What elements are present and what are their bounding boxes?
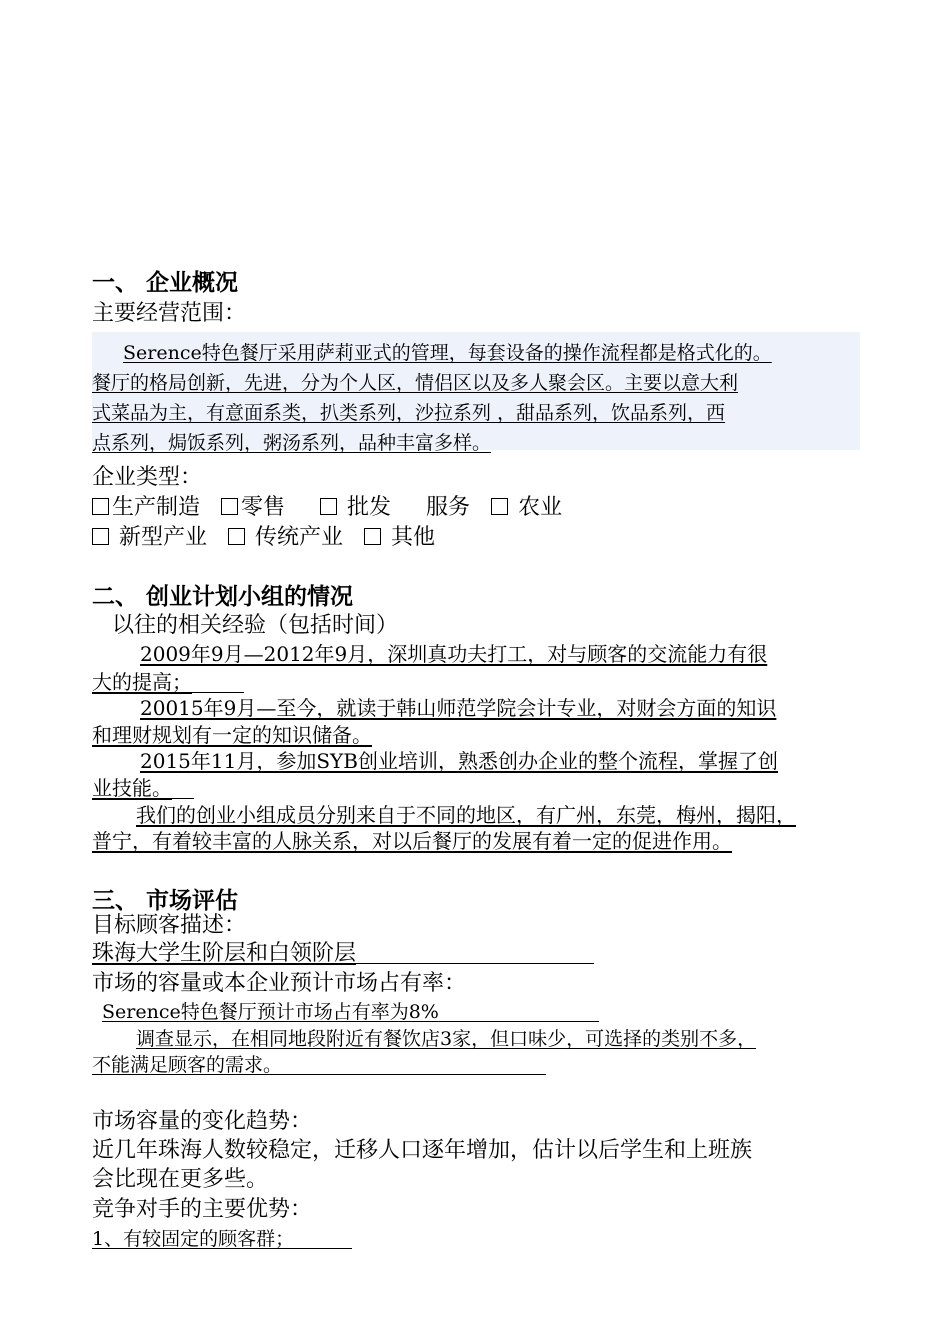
section-heading-team: 二、 创业计划小组的情况 (92, 584, 354, 610)
type-options-row-1 (92, 490, 562, 521)
capacity-label: 市场的容量或本企业预计市场占有率： (92, 971, 467, 996)
type-option-service: 服务 (426, 495, 471, 520)
scope-label: 主要经营范围： (92, 301, 247, 326)
type-options-row-2 (92, 520, 435, 551)
experience-line: 2009年9月—2012年9月，深圳真功夫打工，对与顾客的交流能力有很 (140, 642, 768, 666)
trend-line: 近几年珠海人数较稳定，迁移人口逐年增加，估计以后学生和上班族 (92, 1138, 753, 1163)
checkbox-icon (364, 528, 381, 545)
scope-line: 式菜品为主，有意面系类，扒类系列，沙拉系列 ，甜品系列，饮品系列，西 (92, 402, 726, 424)
survey-line: 调查显示，在相同地段附近有餐饮店3家，但口味少，可选择的类别不多， (136, 1028, 757, 1050)
experience-line: 我们的创业小组成员分别来自于不同的地区，有广州，东莞，梅州，揭阳， (136, 803, 796, 827)
checkbox-icon (491, 498, 508, 515)
experience-line: 大的提高； (92, 666, 244, 695)
experience-label: 以往的相关经验（包括时间） (112, 613, 399, 638)
type-option[interactable]: 批发 (320, 495, 391, 520)
type-option[interactable]: 其他 (364, 525, 435, 550)
experience-line: 20015年9月—至今，就读于韩山师范学院会计专业，对财会方面的知识 (140, 696, 777, 720)
checkbox-icon (320, 498, 337, 515)
experience-line: 2015年11月，参加SYB创业培训，熟悉创办企业的整个流程，掌握了创 (140, 749, 778, 773)
experience-line: 普宁，有着较丰富的人脉关系，对以后餐厅的发展有着一定的促进作用。 (92, 829, 732, 853)
trend-label: 市场容量的变化趋势： (92, 1109, 313, 1134)
type-option[interactable]: 农业 (491, 495, 562, 520)
type-label: 企业类型： (92, 465, 203, 490)
type-option[interactable]: 传统产业 (228, 525, 343, 550)
checkbox-icon (221, 498, 238, 515)
customer-value: 珠海大学生阶层和白领阶层 (92, 936, 594, 967)
scope-line: Serence特色餐厅采用萨莉亚式的管理，每套设备的操作流程都是格式化的。 (123, 342, 772, 364)
type-option[interactable]: 生产制造 (92, 495, 200, 520)
checkbox-icon (92, 528, 109, 545)
scope-line: 点系列，焗饭系列，粥汤系列，品种丰富多样。 (92, 432, 492, 454)
trend-line: 会比现在更多些。 (92, 1167, 269, 1192)
section-heading-overview: 一、 企业概况 (92, 270, 239, 296)
experience-line: 和理财规划有一定的知识储备。 (92, 723, 372, 747)
survey-line: 不能满足顾客的需求。 (92, 1050, 546, 1077)
type-option[interactable]: 新型产业 (92, 525, 207, 550)
capacity-value: Serence特色餐厅预计市场占有率为8% (102, 997, 599, 1024)
checkbox-icon (228, 528, 245, 545)
customer-label: 目标顾客描述： (92, 913, 247, 938)
section-heading-market: 三、 市场评估 (92, 888, 239, 914)
competitor-item: 1、有较固定的顾客群； (92, 1224, 352, 1251)
checkbox-icon (92, 498, 109, 515)
competitor-label: 竞争对手的主要优势： (92, 1197, 313, 1222)
scope-line: 餐厅的格局创新，先进，分为个人区，情侣区以及多人聚会区。主要以意大利 (92, 372, 739, 394)
type-option[interactable]: 零售 (221, 495, 285, 520)
experience-line: 业技能。 (92, 772, 194, 801)
